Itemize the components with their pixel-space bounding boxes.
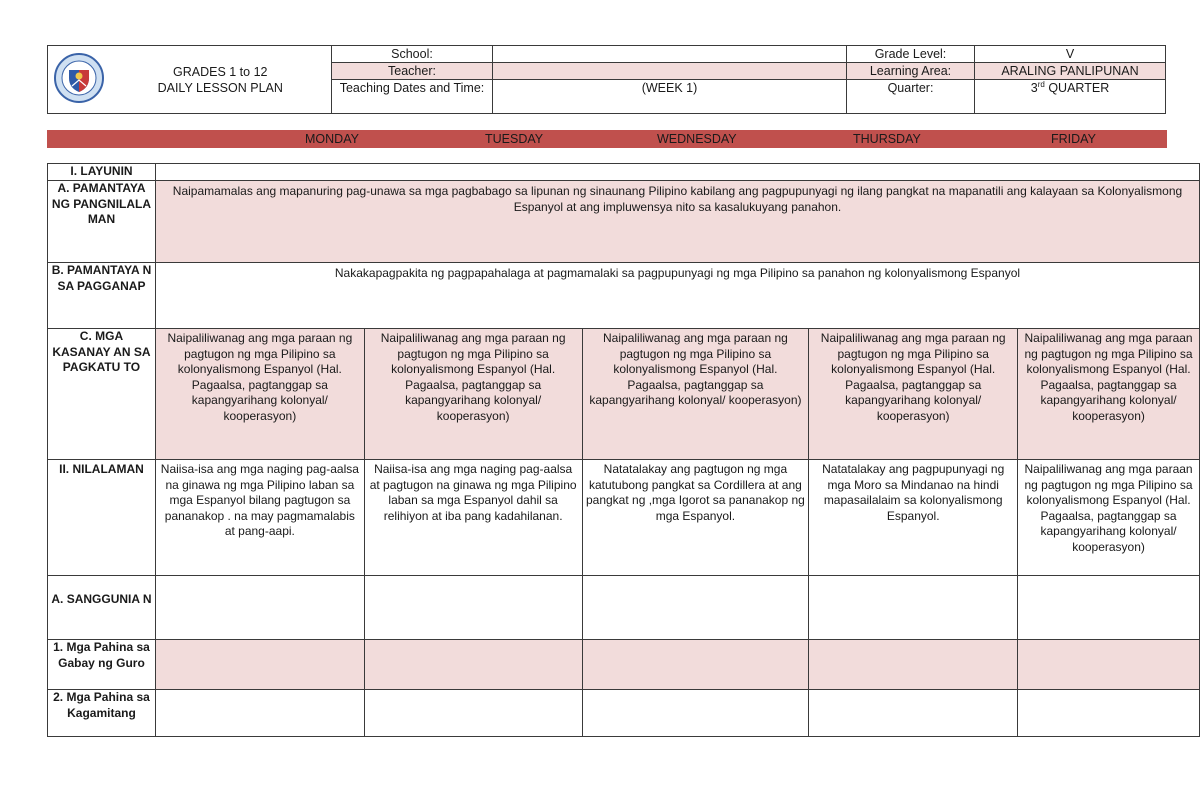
pamantayang-pangnilalaman-label: A. PAMANTAYA NG PANGNILALA MAN	[48, 181, 156, 263]
day-tuesday: TUESDAY	[485, 132, 544, 146]
kagamitan-friday[interactable]	[1018, 690, 1200, 737]
teacher-field[interactable]	[493, 63, 847, 80]
deped-seal-icon	[53, 52, 105, 104]
nilalaman-friday[interactable]: Naipaliliwanag ang mga paraan ng pagtugon ng mga Pilipino sa kolonyalismong Espanyol (Hal. Pagaalsa, pagtanggap sa kapangyarihang kolonyal/ kooperasyon)	[1018, 460, 1200, 576]
kasanayan-monday[interactable]: Naipaliliwanag ang mga paraan ng pagtugon ng mga Pilipino sa kolonyalismong Espanyol (Hal. Pagaalsa, pagtanggap sa kapangyarihang kolonyal/ kooperasyon)	[155, 329, 364, 460]
header-table	[47, 45, 1166, 114]
gabay-guro-thursday[interactable]	[809, 640, 1018, 690]
nilalaman-label: II. NILALAMAN	[48, 460, 156, 576]
kasanayan-wednesday[interactable]: Naipaliliwanag ang mga paraan ng pagtugon ng mga Pilipino sa kolonyalismong Espanyol (Hal. Pagaalsa, pagtanggap sa kapangyarihang kolonyal/ kooperasyon)	[582, 329, 809, 460]
nilalaman-wednesday[interactable]: Natatalakay ang pagtugon ng mga katutubong pangkat sa Cordillera at ang pangkat ng ,mga Igorot sa pananakop ng mga Espanyol.	[582, 460, 809, 576]
day-wednesday: WEDNESDAY	[657, 132, 737, 146]
day-thursday: THURSDAY	[853, 132, 921, 146]
layunin-label: I. LAYUNIN	[48, 164, 156, 181]
nilalaman-monday[interactable]: Naiisa-isa ang mga naging pag-aalsa na ginawa ng mga Pilipino laban sa mga Espanyol bilang pagtugon sa pananakop . na may pagmamalabis at pang-aapi.	[155, 460, 364, 576]
gabay-guro-wednesday[interactable]	[582, 640, 809, 690]
plan-title	[110, 46, 332, 114]
kagamitan-label: 2. Mga Pahina sa Kagamitang	[48, 690, 156, 737]
sanggunian-thursday[interactable]	[809, 576, 1018, 640]
gabay-guro-tuesday[interactable]	[364, 640, 582, 690]
sanggunian-label: A. SANGGUNIA N	[48, 576, 156, 640]
sanggunian-monday[interactable]	[155, 576, 364, 640]
nilalaman-tuesday[interactable]: Naiisa-isa ang mga naging pag-aalsa at pagtugon na ginawa ng mga Pilipino laban sa mga Espanyol dahil sa relihiyon at iba pang kadahilanan.	[364, 460, 582, 576]
sanggunian-friday[interactable]	[1018, 576, 1200, 640]
area-value[interactable]: ARALING PANLIPUNAN	[975, 63, 1166, 80]
pamantayan-sa-pagganap-text[interactable]: Nakakapagpakita ng pagpapahalaga at pagmamalaki sa pagpupunyagi ng mga Pilipino sa panahon ng kolonyalismong Espanyol	[155, 263, 1199, 329]
area-label: Learning Area:	[847, 63, 975, 80]
quarter-number: 3	[1030, 81, 1038, 95]
kasanayan-friday[interactable]: Naipaliliwanag ang mga paraan ng pagtugon ng mga Pilipino sa kolonyalismong Espanyol (Hal. Pagaalsa, pagtanggap sa kapangyarihang kolonyal/ kooperasyon)	[1018, 329, 1200, 460]
grade-label: Grade Level:	[847, 46, 975, 63]
grade-value[interactable]: V	[975, 46, 1166, 63]
layunin-spacer	[155, 164, 1199, 181]
sanggunian-wednesday[interactable]	[582, 576, 809, 640]
kasanayan-label: C. MGA KASANAY AN SA PAGKATU TO	[48, 329, 156, 460]
quarter-label: Quarter:	[847, 80, 975, 114]
school-field[interactable]	[493, 46, 847, 63]
title-line1: GRADES 1 to 12	[173, 64, 268, 79]
kagamitan-tuesday[interactable]	[364, 690, 582, 737]
gabay-guro-friday[interactable]	[1018, 640, 1200, 690]
day-monday: MONDAY	[305, 132, 359, 146]
dates-label: Teaching Dates and Time:	[332, 80, 493, 114]
pamantayang-pangnilalaman-text[interactable]: Naipamamalas ang mapanuring pag-unawa sa mga pagbabago sa lipunan ng sinaunang Pilipino kabilang ang pagpupunyagi ng ilang pangkat na mapanatili ang kalayaan sa Kolonyalismong Espanyol at ang impluwensya nito sa kasalukuyang panahon.	[155, 181, 1199, 263]
gabay-guro-label: 1. Mga Pahina sa Gabay ng Guro	[48, 640, 156, 690]
quarter-value[interactable]	[975, 80, 1166, 114]
gabay-guro-monday[interactable]	[155, 640, 364, 690]
quarter-word: QUARTER	[1048, 81, 1110, 95]
pamantayan-sa-pagganap-label: B. PAMANTAYA N SA PAGGANAP	[48, 263, 156, 329]
quarter-suffix: rd	[1037, 79, 1045, 89]
kagamitan-monday[interactable]	[155, 690, 364, 737]
school-label: School:	[332, 46, 493, 63]
teacher-label: Teacher:	[332, 63, 493, 80]
dates-value[interactable]: (WEEK 1)	[493, 80, 847, 114]
day-friday: FRIDAY	[1051, 132, 1096, 146]
kasanayan-thursday[interactable]: Naipaliliwanag ang mga paraan ng pagtugon ng mga Pilipino sa kolonyalismong Espanyol (Hal. Pagaalsa, pagtanggap sa kapangyarihang kolonyal/ kooperasyon)	[809, 329, 1018, 460]
logo-cell	[48, 46, 110, 114]
kagamitan-thursday[interactable]	[809, 690, 1018, 737]
lesson-table	[47, 163, 1200, 737]
kasanayan-tuesday[interactable]: Naipaliliwanag ang mga paraan ng pagtugon ng mga Pilipino sa kolonyalismong Espanyol (Hal. Pagaalsa, pagtanggap sa kapangyarihang kolonyal/ kooperasyon)	[364, 329, 582, 460]
kagamitan-wednesday[interactable]	[582, 690, 809, 737]
sanggunian-tuesday[interactable]	[364, 576, 582, 640]
day-bar	[47, 130, 1167, 148]
nilalaman-thursday[interactable]: Natatalakay ang pagpupunyagi ng mga Moro sa Mindanao na hindi mapasailalaim sa kolonyalismong Espanyol.	[809, 460, 1018, 576]
title-line2: DAILY LESSON PLAN	[157, 80, 283, 95]
